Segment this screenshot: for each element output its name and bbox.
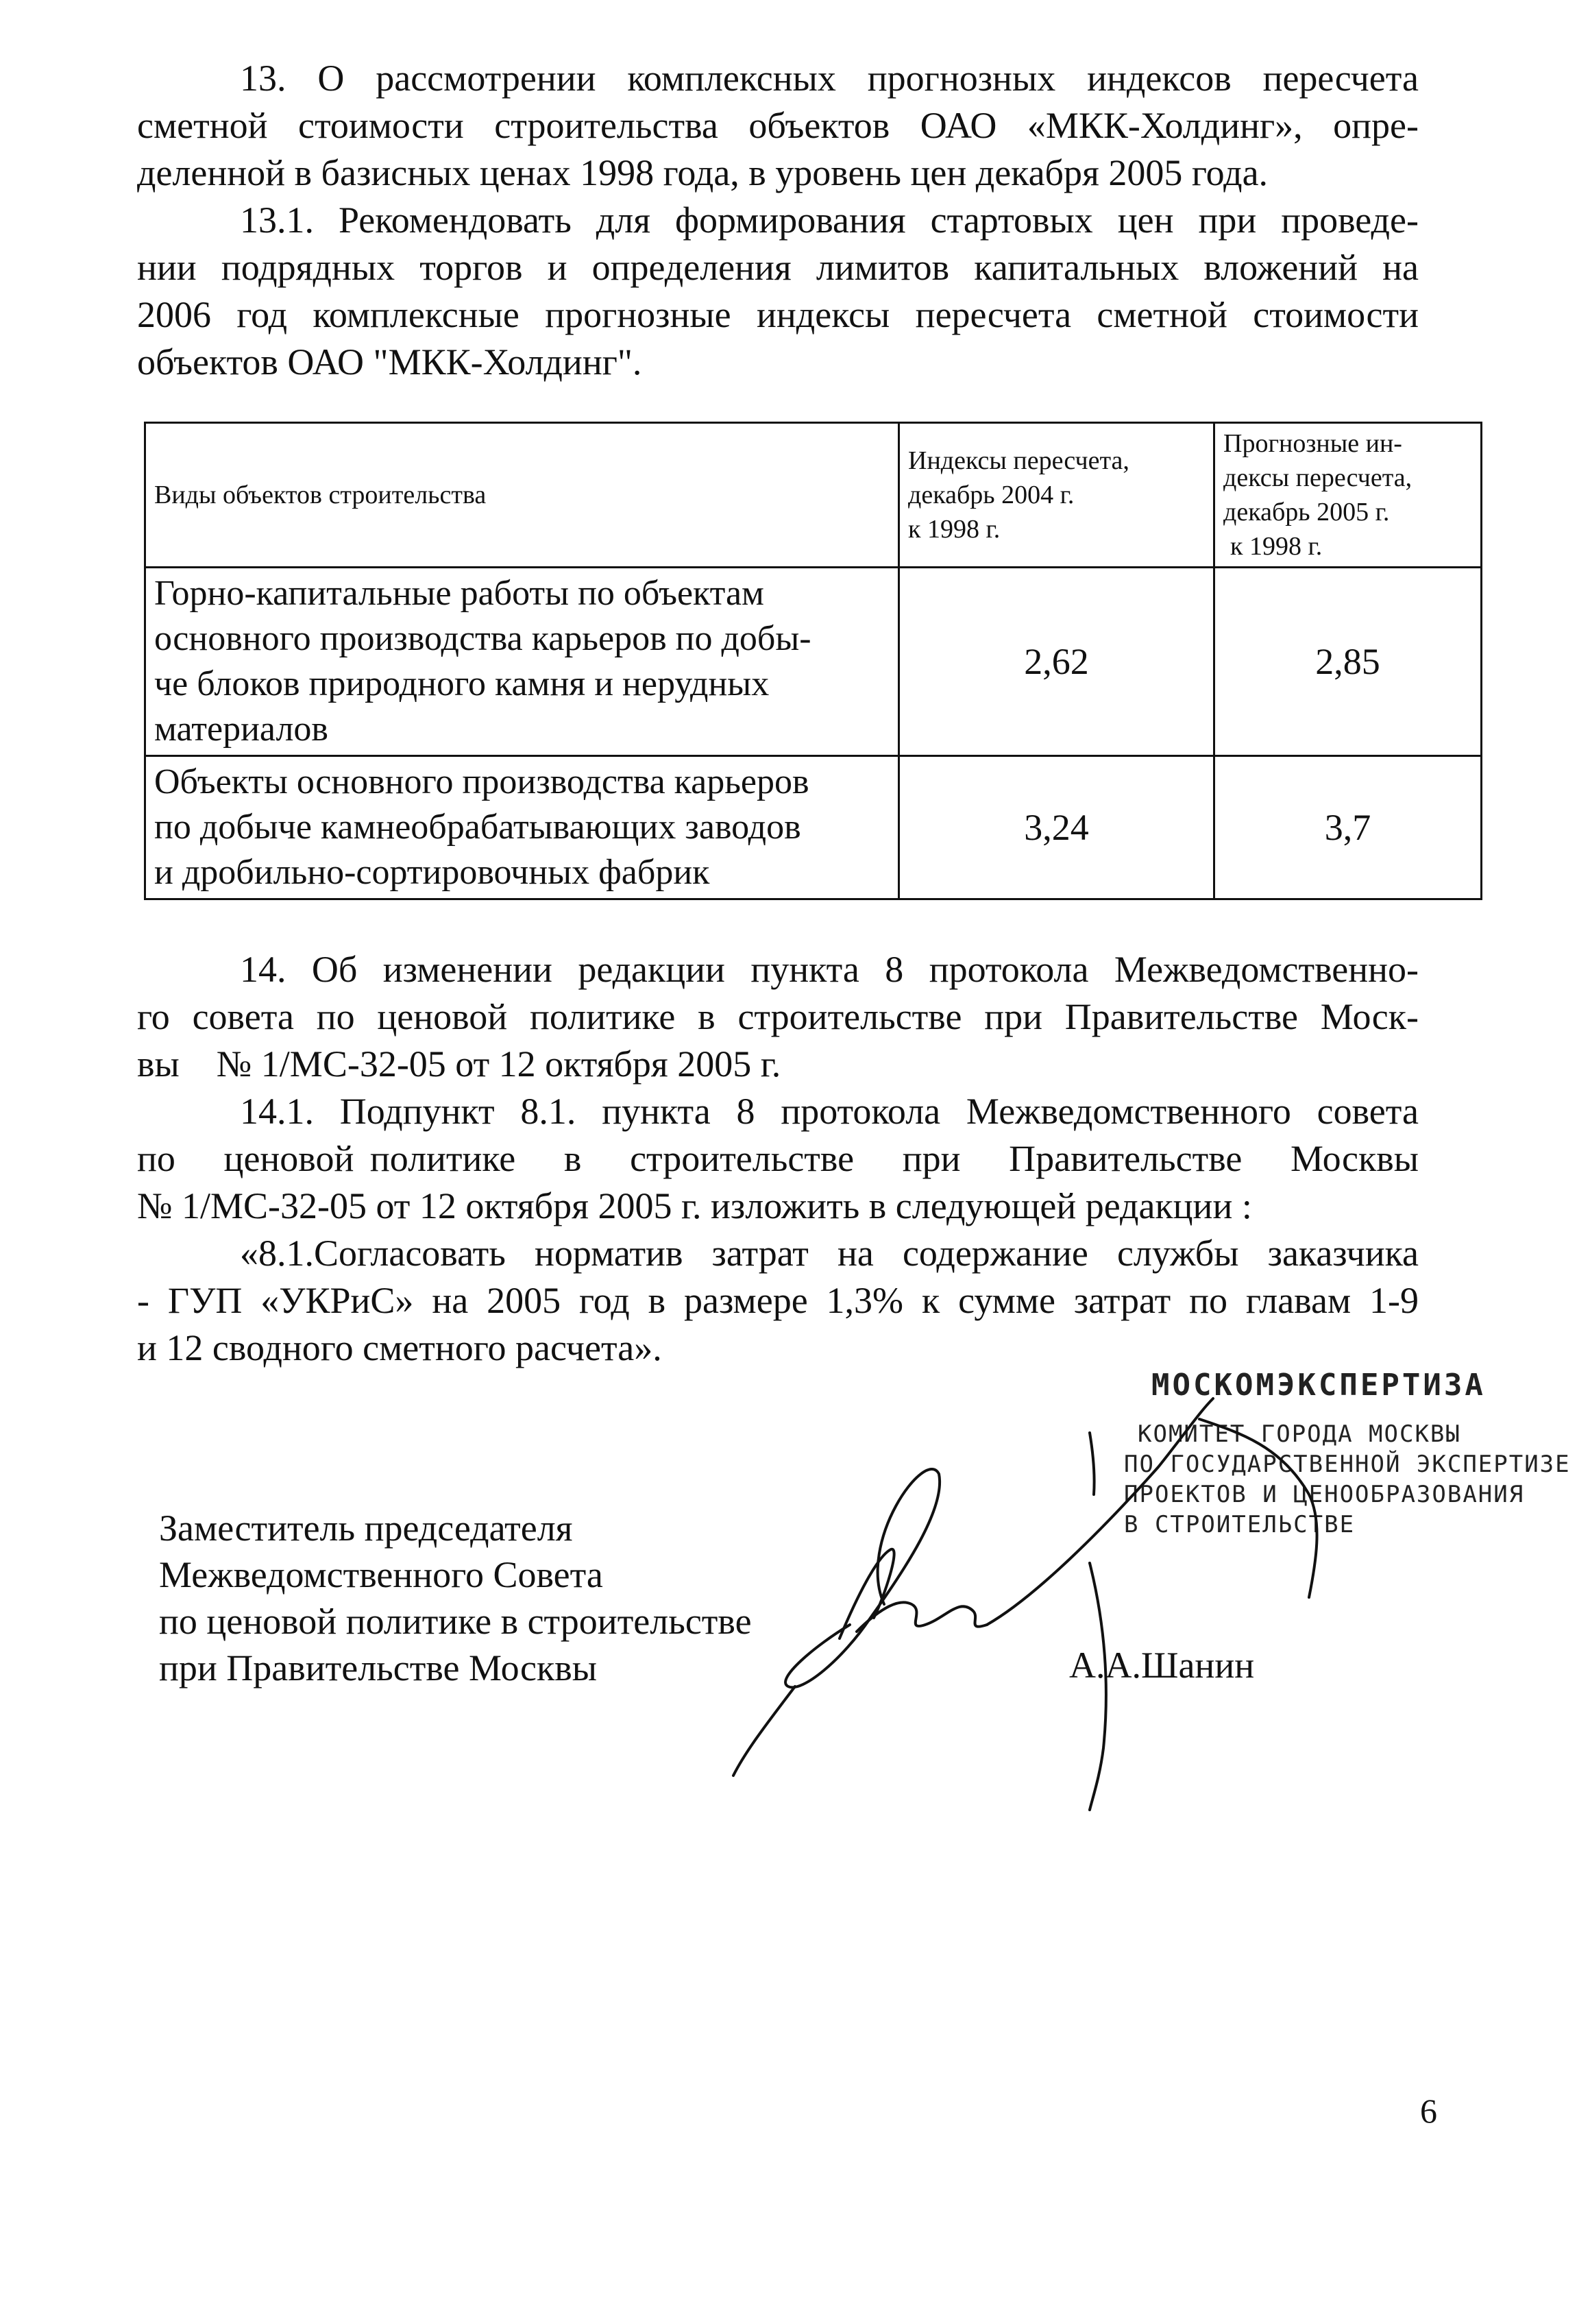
row-object-name: Горно-капитальные работы по объектам основного производства карьеров по добы- че блоков природного камня и нерудных материалов <box>145 568 899 756</box>
text-line: 14. Об изменении редакции пункта 8 протокола Межведомственно- <box>240 949 1419 990</box>
row-index-2004: 3,24 <box>899 756 1214 899</box>
stamp-line: ПРОЕКТОВ И ЦЕНООБРАЗОВАНИЯ <box>1124 1481 1525 1508</box>
text-line: и 12 сводного сметного расчета». <box>137 1327 662 1368</box>
stamp-title: МОСКОМЭКСПЕРТИЗА <box>1151 1368 1486 1403</box>
text-line: вы № 1/МС-32-05 от 12 октября 2005 г. <box>137 1043 781 1085</box>
text-line: нии подрядных торгов и определения лимитов капитальных вложений на <box>137 247 1419 288</box>
index-table <box>144 422 1482 900</box>
page-number: 6 <box>1420 2092 1437 2130</box>
text-line: 13.1. Рекомендовать для формирования стартовых цен при проведе- <box>240 199 1419 241</box>
signatory-name: А.А.Шанин <box>1069 1645 1255 1686</box>
header-index-2005: Прогнозные ин- дексы пересчета, декабрь 2005 г. к 1998 г. <box>1214 423 1482 568</box>
quote-8-1 <box>137 1230 1419 1372</box>
row-index-2005: 2,85 <box>1214 568 1482 756</box>
item-14-1 <box>137 1088 1419 1230</box>
stamp-line: ПО ГОСУДАРСТВЕННОЙ ЭКСПЕРТИЗЕ <box>1124 1451 1571 1478</box>
text-line: го совета по ценовой политике в строительстве при Правительстве Моск- <box>137 996 1419 1037</box>
section-14-heading <box>137 946 1419 1088</box>
row-index-2005: 3,7 <box>1214 756 1482 899</box>
row-index-2004: 2,62 <box>899 568 1214 756</box>
text-line: «8.1.Согласовать норматив затрат на содержание службы заказчика <box>240 1233 1419 1274</box>
text-line: по ценовой политике в строительстве при Правительстве Москвы <box>137 1138 1419 1179</box>
text-line: № 1/МС-32-05 от 12 октября 2005 г. изложить в следующей редакции : <box>137 1185 1252 1226</box>
item-13-1 <box>137 197 1419 386</box>
header-object-types: Виды объектов строительства <box>145 423 899 568</box>
text-line: - ГУП «УКРиС» на 2005 год в размере 1,3% к сумме затрат по главам 1-9 <box>137 1280 1419 1321</box>
table-row <box>145 568 1482 756</box>
text-line: 2006 год комплексные прогнозные индексы пересчета сметной стоимости <box>137 294 1419 335</box>
table-header-row <box>145 423 1482 568</box>
text-line: сметной стоимости строительства объектов ОАО «МКК-Холдинг», опре- <box>137 105 1419 146</box>
header-index-2004: Индексы пересчета, декабрь 2004 г. к 1998 г. <box>899 423 1214 568</box>
text-line: 14.1. Подпункт 8.1. пункта 8 протокола Межведомственного совета <box>240 1091 1419 1132</box>
row-object-name: Объекты основного производства карьеров по добыче камнеобрабатывающих заводов и дробильно-сортировочных фабрик <box>145 756 899 899</box>
text-line: объектов ОАО "МКК-Холдинг". <box>137 341 642 383</box>
text-line: 13. О рассмотрении комплексных прогнозных индексов пересчета <box>240 58 1419 99</box>
stamp-line: В СТРОИТЕЛЬСТВЕ <box>1124 1511 1356 1538</box>
text-line: деленной в базисных ценах 1998 года, в уровень цен декабря 2005 года. <box>137 152 1269 193</box>
stamp-line: КОМИТЕТ ГОРОДА МОСКВЫ <box>1138 1420 1461 1448</box>
signatory-title: Заместитель председателя Межведомственного Совета по ценовой политике в строительстве при Правительстве Москвы <box>159 1508 752 1688</box>
table-row <box>145 756 1482 899</box>
section-13-heading <box>137 55 1419 197</box>
